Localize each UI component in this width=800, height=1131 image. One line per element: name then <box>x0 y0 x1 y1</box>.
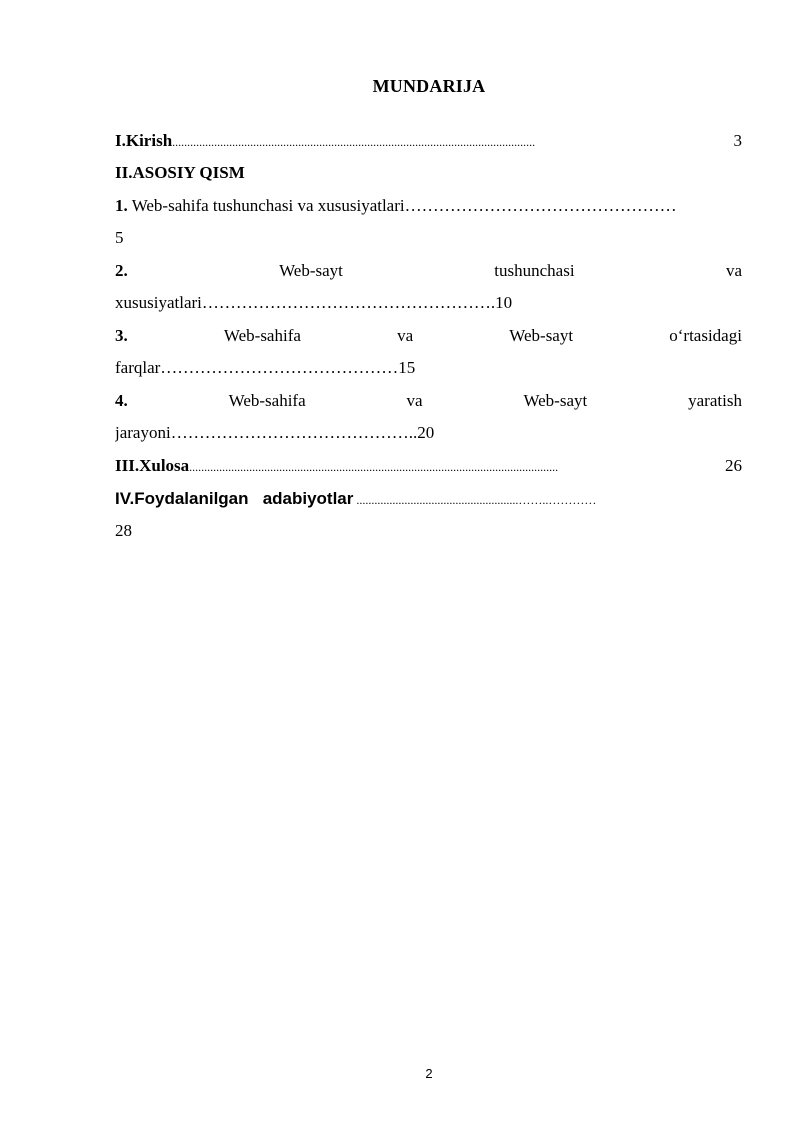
toc-entry-2 <box>115 260 742 282</box>
toc-kirish-dots: ......................................................................................................................... <box>172 135 536 149</box>
toc-xulosa-page: 26 <box>725 456 742 475</box>
toc-2-number: 2. <box>115 261 128 280</box>
toc-2-word-3: va <box>725 261 742 280</box>
toc-1-text: Web-sahifa tushunchasi va xususiyatlari <box>127 196 405 215</box>
toc-entry-1 <box>115 195 742 217</box>
toc-3-word-1: Web-sahifa <box>223 326 301 345</box>
toc-xulosa-label: III.Xulosa <box>115 456 190 475</box>
toc-3-number: 3. <box>115 326 128 345</box>
toc-4-number: 4. <box>115 391 128 410</box>
toc-3-continuation: farqlar……………………………………15 <box>115 358 416 377</box>
toc-xulosa-dots: ........................................................................................................................... <box>189 460 559 474</box>
toc-2-word-2: tushunchasi <box>494 261 575 280</box>
toc-title: MUNDARIJA <box>372 76 486 96</box>
toc-1-number: 1. <box>115 196 128 215</box>
toc-adabiyotlar-label: IV.Foydalanilgan adabiyotlar <box>115 489 354 508</box>
toc-4-continuation: jarayoni……………………………………..20 <box>115 423 435 442</box>
toc-entry-3 <box>115 325 742 347</box>
toc-adabiyotlar-page: 28 <box>115 521 132 540</box>
toc-3-word-3: Web-sayt <box>509 326 574 345</box>
toc-2-word-1: Web-sayt <box>279 261 343 280</box>
toc-section-asosiy: II.ASOSIY QISM <box>115 163 245 182</box>
toc-4-word-2: va <box>406 391 423 410</box>
toc-4-word-1: Web-sahifa <box>228 391 306 410</box>
toc-entry-4 <box>115 390 742 412</box>
toc-entry-adabiyotlar <box>115 488 742 511</box>
toc-3-word-2: va <box>397 326 414 345</box>
toc-kirish-label: I.Kirish <box>115 131 173 150</box>
toc-adabiyotlar-dots: ......................................................……..………… <box>353 493 597 507</box>
toc-3-word-4: o‘rtasidagi <box>669 326 742 345</box>
toc-entry-xulosa <box>115 455 742 478</box>
toc-entry-kirish <box>115 130 742 153</box>
toc-4-word-3: Web-sayt <box>523 391 588 410</box>
toc-4-word-4: yaratish <box>688 391 742 410</box>
toc-1-dots: ………………………………………… <box>404 196 677 215</box>
toc-2-continuation: xususiyatlari…………………………………………….10 <box>115 293 513 312</box>
toc-1-page: 5 <box>115 228 124 247</box>
page-number: 2 <box>425 1066 433 1081</box>
toc-kirish-page: 3 <box>733 131 742 150</box>
